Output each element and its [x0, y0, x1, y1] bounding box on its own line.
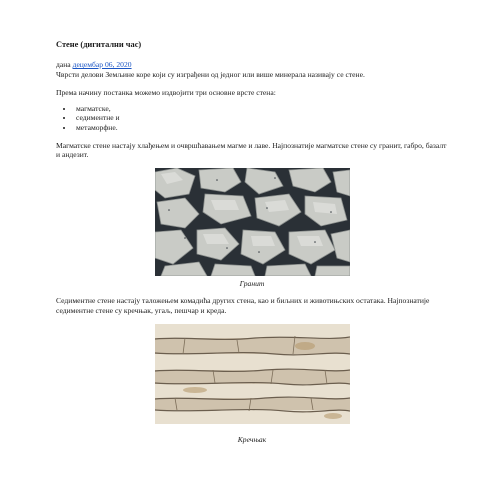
limestone-caption: Кречњак — [237, 434, 267, 444]
granite-figure — [56, 168, 448, 289]
list-item: • метаморфне. — [74, 123, 448, 133]
magmatic-paragraph: Магматске стене настају хлађењем и очвршћавањем магме и лаве. Најпознатије магматске стене су гранит, габро, базалт и андезит. — [56, 140, 447, 160]
limestone-image — [155, 324, 350, 424]
granite-image — [155, 168, 350, 276]
intro-paragraph: Чврсти делови Земљине коре који су изграђени од једног или више минерала називају се стене. — [56, 69, 365, 79]
granite-photo — [155, 168, 350, 276]
limestone-photo — [155, 324, 350, 432]
date-prefix: дана — [56, 60, 71, 69]
list-item: • магматске, — [74, 104, 448, 114]
sedimentary-paragraph: Седиментне стене настају таложењем комадића других стена, као и биљних и животињских остатака. Најпознатије седиментне стене су кречњак, угаљ, пешчар и креда. — [56, 296, 430, 315]
granite-caption: Гранит — [239, 278, 265, 288]
limestone-figure — [56, 324, 448, 445]
article-body — [56, 40, 448, 444]
dateline — [56, 60, 448, 70]
date-link[interactable]: децембар 06, 2020 — [72, 60, 132, 69]
article-title: Стене (дигитални час) — [56, 40, 142, 49]
types-intro-paragraph: Према начину постанка можемо издвојити три основне врсте стена: — [56, 88, 276, 98]
list-item: • седиментне и — [74, 113, 448, 123]
rock-types-list — [56, 104, 448, 133]
